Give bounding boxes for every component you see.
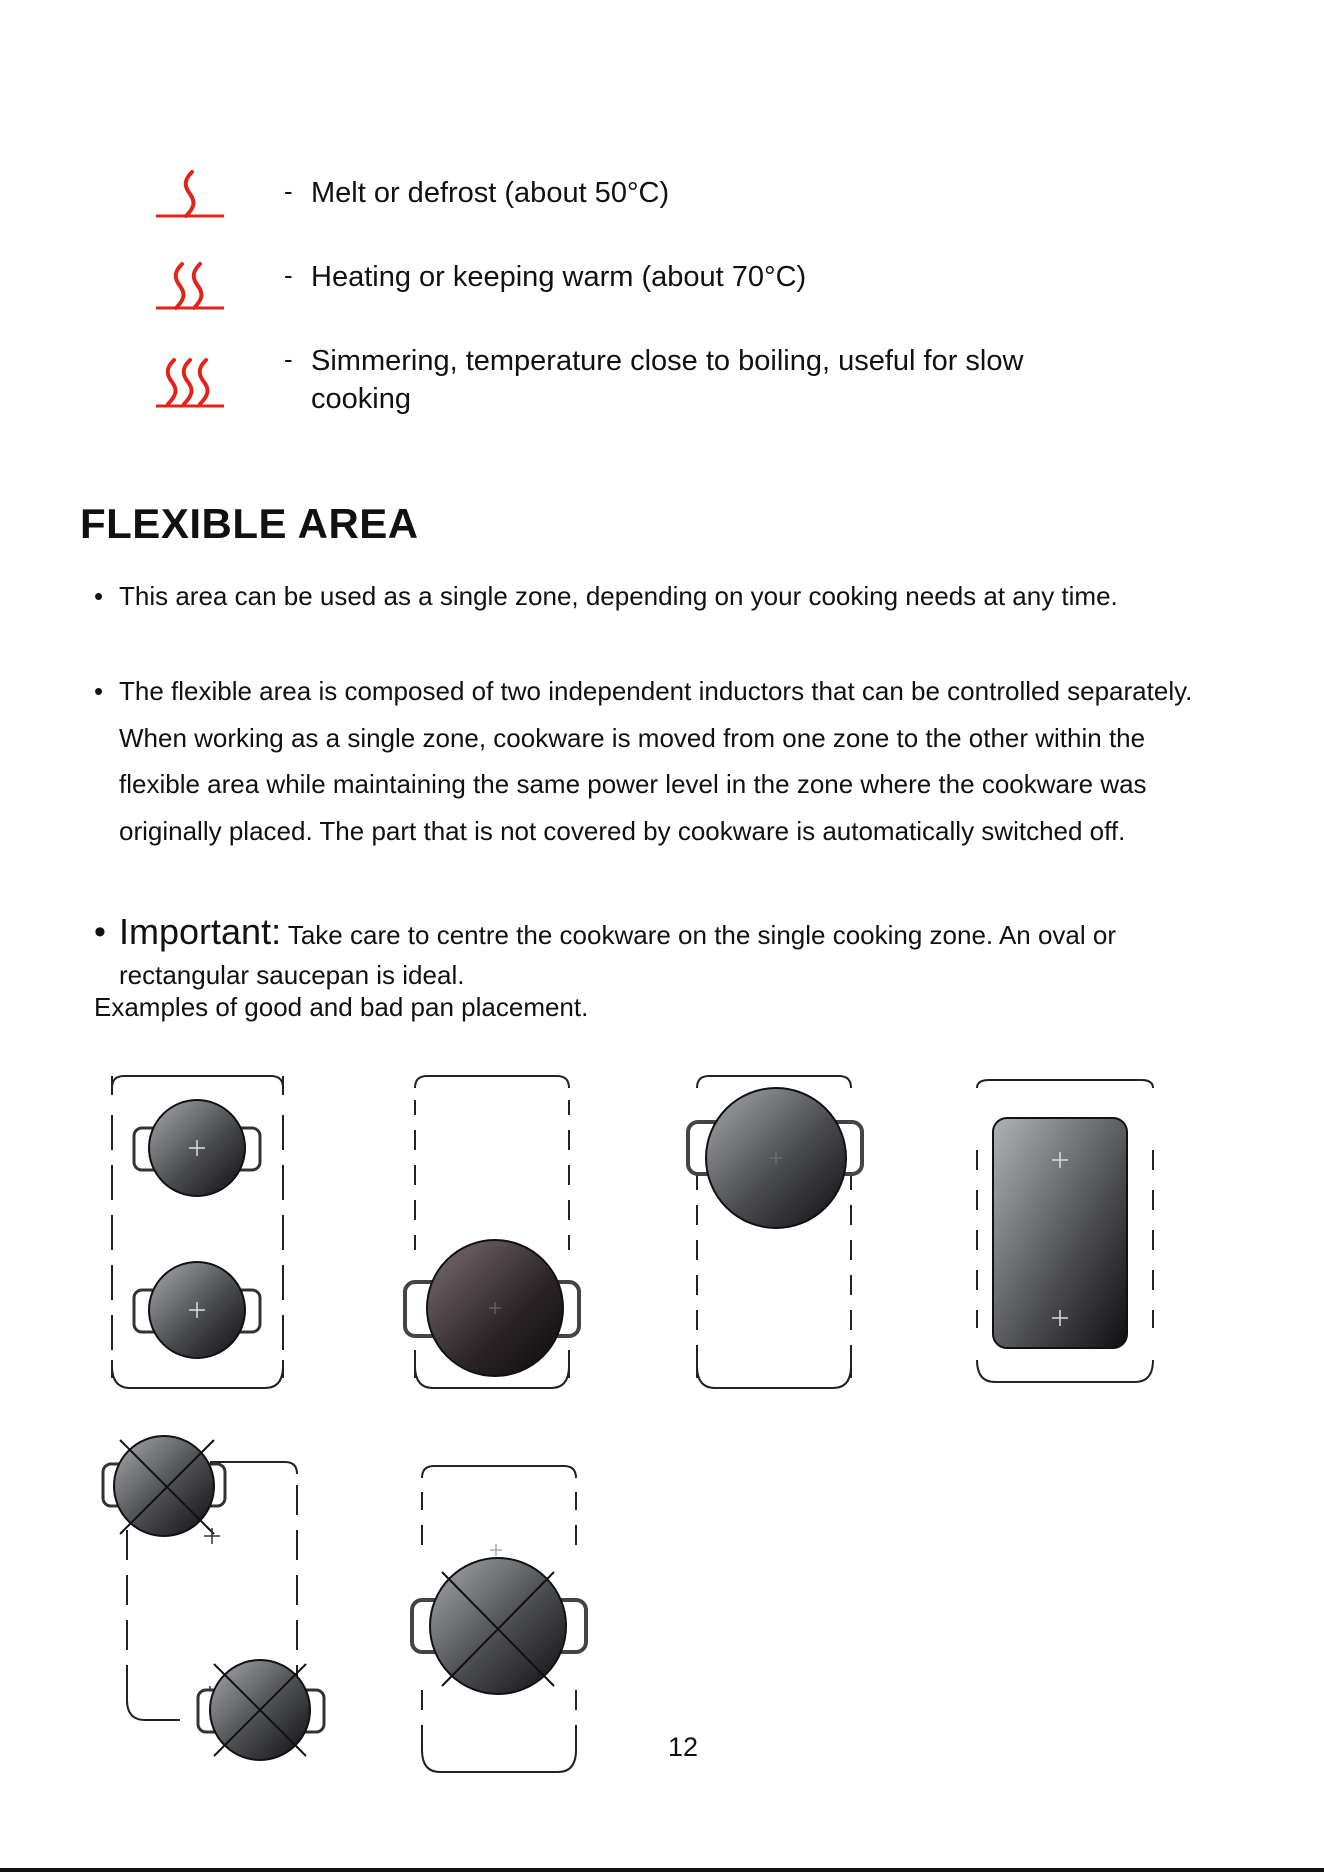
- bottom-rule: [0, 1868, 1324, 1872]
- heat-level-text: Heating or keeping warm (about 70°C): [311, 261, 807, 293]
- bullet-text: The flexible area is composed of two independent inductors that can be controlled separately. When working as a single zone, cookware is moved from one zone to the other within the flexible area while maintaining the same power level in the zone where the cookware was originally placed. The part that is not covered by cookware is automatically switched off.: [119, 676, 1193, 846]
- important-label: Important:: [119, 911, 282, 952]
- pan-placement-diagrams: [90, 1060, 1190, 1800]
- heat-wave-2-icon: [154, 258, 226, 318]
- heat-level-dash: -: [284, 344, 293, 374]
- diagram-good-large-pan: [405, 1076, 579, 1388]
- heat-level-dash: -: [284, 176, 293, 206]
- bullet-dot: •: [94, 676, 104, 706]
- page-number: 12: [668, 1732, 699, 1762]
- diagram-bad-centred-pan: [412, 1466, 586, 1772]
- heat-level-dash: -: [284, 260, 293, 290]
- heat-wave-1-icon: [154, 168, 226, 228]
- diagram-good-two-pans: [112, 1076, 283, 1388]
- bullet-dot: •: [94, 581, 104, 611]
- diagram-good-rectangular-pan: [977, 1080, 1153, 1382]
- examples-caption: Examples of good and bad pan placement.: [94, 992, 589, 1022]
- diagram-bad-offset-pans: [103, 1436, 324, 1760]
- bullet-text: This area can be used as a single zone, depending on your cooking needs at any time.: [119, 581, 1118, 611]
- bullet-item: [94, 573, 1214, 620]
- bullet-dot: •: [94, 913, 106, 951]
- bullet-item: [94, 668, 1219, 854]
- diagram-good-pan-top: [688, 1076, 862, 1388]
- heat-level-text: Simmering, temperature close to boiling, useful for slow cooking: [311, 345, 1024, 415]
- important-text: Take care to centre the cookware on the single cooking zone. An oval or rectangular saucepan is ideal.: [119, 920, 1117, 990]
- important-note: [94, 912, 1234, 995]
- heat-level-text: Melt or defrost (about 50°C): [311, 177, 670, 209]
- heat-wave-3-icon: [154, 354, 226, 414]
- section-title: FLEXIBLE AREA: [80, 500, 419, 547]
